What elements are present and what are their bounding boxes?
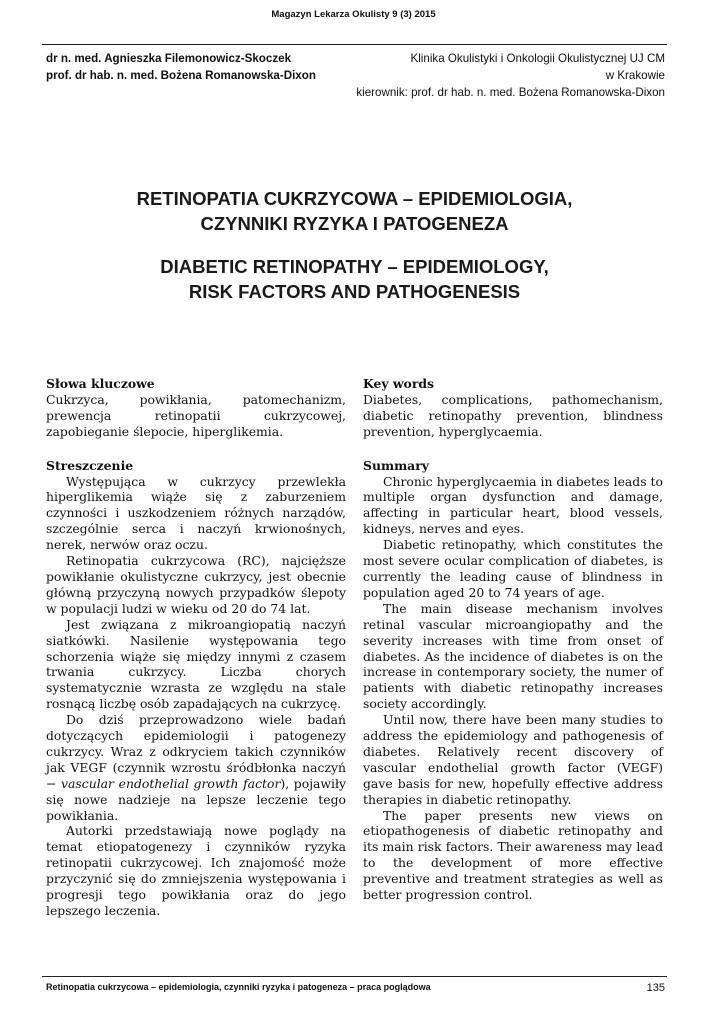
summary-heading-en: Summary <box>363 457 429 473</box>
vegf-text-italic: vascular endothelial growth factor <box>61 775 281 791</box>
running-title: Retinopatia cukrzycowa – epidemiologia, czynniki ryzyka i patogeneza – praca poglądowa <box>46 982 431 992</box>
summary-pl-paragraph: Występująca w cukrzycy przewlekła hiperglikemia wiąże się z zaburzeniem czynności i uszkodzeniem różnych narządów, szczególnie serca i naczyń krwionośnych, nerek, nerwów oraz oczu. <box>46 473 346 553</box>
title-en <box>42 254 667 304</box>
title-pl-line-1: RETINOPATIA CUKRZYCOWA – EPIDEMIOLOGIA, <box>136 188 573 209</box>
journal-header: Magazyn Lekarza Okulisty 9 (3) 2015 <box>271 9 436 20</box>
author-1: dr n. med. Agnieszka Filemonowicz-Skoczek <box>46 52 292 65</box>
summary-pl-paragraph: Retinopatia cukrzycowa (RC), najcięższe powikłanie okulistyczne cukrzycy, jest obecnie główną przyczyną nowych przypadków ślepoty w populacji ludzi w wieku od 20 do 74 lat. <box>46 553 346 616</box>
affiliation <box>305 50 665 101</box>
affiliation-line-2: w Krakowie <box>605 69 665 82</box>
authors <box>46 50 316 84</box>
keywords-en: Diabetes, complications, pathomechanism, diabetic retinopathy prevention, blindness prevention, hyperglycaemia. <box>363 391 663 439</box>
vegf-text-after: ), pojawiły się nowe nadzieje na lepsze leczenie tego powikłania. <box>46 775 347 823</box>
summary-pl-paragraph: Jest związana z mikroangiopatią naczyń siatkówki. Nasilenie występowania tego schorzenia wiąże się między innymi z czasem trwania cukrzycy. Liczba chorych systematycznie wzrasta ze względu na stale rosnącą liczbę osób zapadających na cukrzycę. <box>46 616 346 712</box>
summary-en-paragraph: Until now, there have been many studies to address the epidemiology and pathogenesis of diabetes. Relatively recent discovery of vascular endothelial growth factor (VEGF) gave basis for new, hopefully effective address therapies in diabetic retinopathy. <box>363 712 663 807</box>
affiliation-line-1: Klinika Okulistyki i Onkologii Okulistycznej UJ CM <box>410 52 665 65</box>
summary-pl-paragraph: Autorki przedstawiają nowe poglądy na temat etiopatogenezy i czynników ryzyka retinopatii cukrzycowej. Ich znajomość może przyczynić się do zmniejszenia występowania i progresji tego powikłania oraz do jego lepszego leczenia. <box>46 823 346 918</box>
column-polish <box>46 376 346 919</box>
summary-en-paragraph: Diabetic retinopathy, which constitutes the most severe ocular complication of diabetes, is currently the leading cause of blindness in population aged 20 to 74 years of age. <box>363 537 663 600</box>
title-en-line-2: RISK FACTORS AND PATHOGENESIS <box>188 281 521 302</box>
keywords-pl: Cukrzyca, powikłania, patomechanizm, prewencja retinopatii cukrzycowej, zapobieganie ślepocie, hiperglikemia. <box>46 391 346 439</box>
keywords-heading-en: Key words <box>363 376 434 391</box>
summary-en-paragraph: The paper presents new views on etiopathogenesis of diabetic retinopathy and its main risk factors. Their awareness may lead to the development of more effective preventive and treatment strategies as well as better progression control. <box>363 807 663 903</box>
summary-en-paragraph: The main disease mechanism involves retinal vascular microangiopathy and the severity increases with time from onset of diabetes. As the incidence of diabetes is on the increase in contemporary society, the numer of patients with diabetic retinopathy increases society accordingly. <box>363 600 663 712</box>
page-number: 135 <box>646 982 665 994</box>
header-rule <box>42 44 667 45</box>
column-english <box>363 376 663 903</box>
summary-heading-pl: Streszczenie <box>46 457 134 473</box>
affiliation-line-3: kierownik: prof. dr hab. n. med. Bożena Romanowska-Dixon <box>356 86 665 99</box>
title-pl-line-2: CZYNNIKI RYZYKA I PATOGENEZA <box>200 213 509 234</box>
author-2: prof. dr hab. n. med. Bożena Romanowska-Dixon <box>46 69 316 82</box>
title-en-line-1: DIABETIC RETINOPATHY – EPIDEMIOLOGY, <box>160 256 549 277</box>
keywords-heading-pl: Słowa kluczowe <box>46 376 155 391</box>
summary-pl-paragraph-vegf <box>46 712 346 823</box>
title-pl <box>42 186 667 236</box>
article-titles <box>42 186 667 304</box>
summary-en-paragraph: Chronic hyperglycaemia in diabetes leads to multiple organ dysfunction and damage, affecting in particular heart, blood vessels, kidneys, nerves and eyes. <box>363 473 663 537</box>
vegf-text-before: Do dziś przeprowadzono wiele badań dotyczących epidemiologii i patogenezy cukrzycy. Wraz z odkryciem takich czynników jak VEGF (czynnik wzrostu śródbłonka naczyń − <box>46 712 346 791</box>
footer-rule <box>42 976 667 977</box>
